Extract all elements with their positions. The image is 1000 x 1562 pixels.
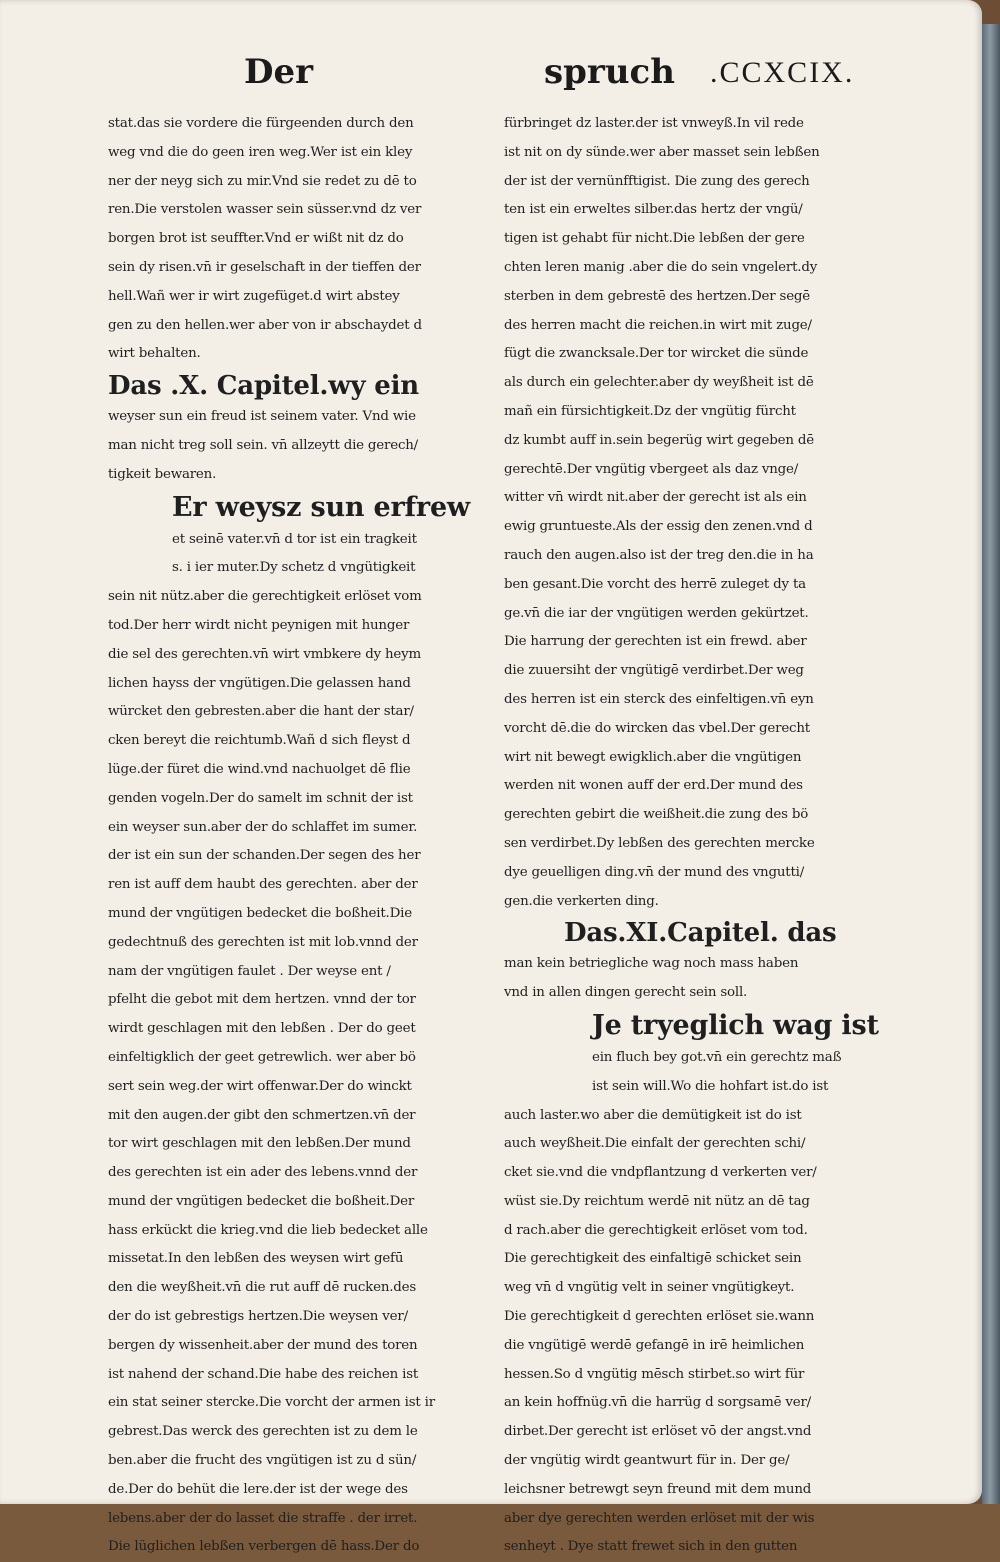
text-line: sert sein weg.der wirt offenwar.Der do winckt: [108, 1073, 458, 1102]
text-line: fürbringet dz laster.der ist vnweyß.In vil rede: [504, 110, 854, 139]
text-line: auch laster.wo aber die demütigkeit ist do ist: [504, 1102, 854, 1131]
text-line: ein stat seiner stercke.Die vorcht der armen ist ir: [108, 1389, 458, 1418]
text-line: ten ist ein erweltes silber.das hertz der vngü/: [504, 196, 854, 225]
text-line: aber dye gerechten werden erlöset mit der wis: [504, 1505, 854, 1534]
text-line: Die harrung der gerechten ist ein frewd. aber: [504, 628, 854, 657]
text-line: man nicht treg soll sein. vn̄ allzeytt die gerech/: [108, 432, 458, 461]
text-line: tigen ist gehabt für nicht.Die lebßen der gere: [504, 225, 854, 254]
text-line: ge.vn̄ die iar der vngütigen werden gekürtzet.: [504, 600, 854, 629]
text-line: des gerechten ist ein ader des lebens.vnnd der: [108, 1159, 458, 1188]
text-line: des herren ist ein sterck des einfeltigen.vn̄ eyn: [504, 686, 854, 715]
text-line: mund der vngütigen bedecket die boßheit.Der: [108, 1188, 458, 1217]
text-line: sen verdirbet.Dy lebßen des gerechten mercke: [504, 830, 854, 859]
running-head-left: Der: [244, 52, 313, 92]
text-line: des herren macht die reichen.in wirt mit zuge/: [504, 312, 854, 341]
text-line: borgen brot ist seuffter.Vnd er wißt nit dz do: [108, 225, 458, 254]
text-line: Die gerechtigkeit des einfaltigē schicket sein: [504, 1245, 854, 1274]
text-line: hass erkückt die krieg.vnd die lieb bedecket alle: [108, 1217, 458, 1246]
text-line: sterben in dem gebrestē des hertzen.Der segē: [504, 283, 854, 312]
chapter-xi-body: [504, 1102, 854, 1562]
folio-number: .CCXCIX.: [710, 56, 854, 90]
text-line: an kein hoffnüg.vn̄ die harrüg d sorgsamē ver/: [504, 1389, 854, 1418]
text-line: fügt die zwancksale.Der tor wircket die sünde: [504, 340, 854, 369]
text-line: dz kumbt auff in.sein begerüg wirt gegeben dē: [504, 427, 854, 456]
text-line: der ist ein sun der schanden.Der segen des her: [108, 842, 458, 871]
text-line: wirt behalten.: [108, 340, 458, 369]
left-opening-lines: [108, 110, 458, 369]
text-line: s. i ier muter.Dy schetz d vngütigkeit: [172, 554, 458, 583]
text-line: den die weyßheit.vn̄ die rut auff dē rucken.des: [108, 1274, 458, 1303]
text-line: weg vn̄ d vngütig velt in seiner vngütigkeyt.: [504, 1274, 854, 1303]
text-line: wirdt geschlagen mit den lebßen . Der do geet: [108, 1015, 458, 1044]
text-line: d rach.aber die gerechtigkeit erlöset vom tod.: [504, 1217, 854, 1246]
text-line: ren ist auff dem haubt des gerechten. aber der: [108, 871, 458, 900]
text-line: ben gesant.Die vorcht des herrē zuleget dy ta: [504, 571, 854, 600]
text-line: weyser sun ein freud ist seinem vater. Vnd wie: [108, 403, 458, 432]
text-line: de.Der do behüt die lere.der ist der wege des: [108, 1476, 458, 1505]
text-line: dirbet.Der gerecht ist erlöset vō der angst.vnd: [504, 1418, 854, 1447]
text-line: ewig gruntueste.Als der essig den zenen.vnd d: [504, 513, 854, 542]
text-line: lüge.der füret die wind.vnd nachuolget dē flie: [108, 756, 458, 785]
right-opening-lines: [504, 110, 854, 916]
text-line: mund der vngütigen bedecket die boßheit.Die: [108, 900, 458, 929]
text-column-right: [504, 110, 854, 1562]
text-line: lebens.aber der do lasset die straffe . der irret.: [108, 1505, 458, 1534]
text-line: einfeltigklich der geet getrewlich. wer aber bö: [108, 1044, 458, 1073]
text-line: hell.Wañ wer ir wirt zugefüget.d wirt abstey: [108, 283, 458, 312]
text-line: Die gerechtigkeit d gerechten erlöset sie.wann: [504, 1303, 854, 1332]
text-line: ist sein will.Wo die hohfart ist.do ist: [592, 1073, 854, 1102]
text-line: vorcht dē.die do wircken das vbel.Der gerecht: [504, 715, 854, 744]
text-line: gen.die verkerten ding.: [504, 888, 854, 917]
text-line: die vngütigē werdē gefangē in irē heimlichen: [504, 1332, 854, 1361]
chapter-x-summary: [108, 403, 458, 489]
text-line: gedechtnuß des gerechten ist mit lob.vnnd der: [108, 929, 458, 958]
text-line: würcket den gebresten.aber die hant der star/: [108, 698, 458, 727]
running-head-middle: spruch: [544, 52, 675, 92]
text-column-left: [108, 110, 458, 1562]
text-line: der ist der vernünfftigist. Die zung des gerech: [504, 168, 854, 197]
text-line: witter vn̄ wirdt nit.aber der gerecht ist als ein: [504, 484, 854, 513]
text-line: ben.aber die frucht des vngütigen ist zu d sün/: [108, 1447, 458, 1476]
text-line: bergen dy wissenheit.aber der mund des toren: [108, 1332, 458, 1361]
text-line: cket sie.vnd die vndpflantzung d verkerten ver/: [504, 1159, 854, 1188]
text-line: sein dy risen.vn̄ ir geselschaft in der tieffen der: [108, 254, 458, 283]
text-line: et seinē vater.vn̄ d tor ist ein tragkeit: [172, 526, 458, 555]
text-line: man kein betriegliche wag noch mass haben: [504, 950, 854, 979]
text-line: mit den augen.der gibt den schmertzen.vn̄ der: [108, 1102, 458, 1131]
text-line: leichsner betrewgt seyn freund mit dem mund: [504, 1476, 854, 1505]
chapter-xi-incipit: Je tryeglich wag ist: [504, 1008, 854, 1044]
text-line: gerechtē.Der vngütig vbergeet als daz vnge/: [504, 456, 854, 485]
text-line: sein nit nütz.aber die gerechtigkeit erlöset vom: [108, 583, 458, 612]
text-line: die sel des gerechten.vn̄ wirt vmbkere dy heym: [108, 641, 458, 670]
text-line: gerechten gebirt die weißheit.die zung des bö: [504, 801, 854, 830]
text-line: vnd in allen dingen gerecht sein soll.: [504, 979, 854, 1008]
text-line: werden nit wonen auff der erd.Der mund des: [504, 772, 854, 801]
text-line: senheyt . Dye statt frewet sich in den gutten: [504, 1533, 854, 1562]
text-line: chten leren manig .aber die do sein vngelert.dy: [504, 254, 854, 283]
text-line: der vngütig wirdt geantwurt für in. Der ge/: [504, 1447, 854, 1476]
chapter-x-incipit-lines: [108, 526, 458, 584]
text-line: dye geuelligen ding.vn̄ der mund des vngutti/: [504, 859, 854, 888]
text-line: gebrest.Das werck des gerechten ist zu dem le: [108, 1418, 458, 1447]
text-line: wirt nit bewegt ewigklich.aber die vngütigen: [504, 744, 854, 773]
chapter-xi-summary: [504, 950, 854, 1008]
text-line: stat.das sie vordere die fürgeenden durch den: [108, 110, 458, 139]
text-line: wüst sie.Dy reichtum werdē nit nütz an dē tag: [504, 1188, 854, 1217]
chapter-heading-x: Das .X. Capitel.wy ein: [108, 369, 458, 403]
text-line: tor wirt geschlagen mit den lebßen.Der mund: [108, 1130, 458, 1159]
chapter-x-body: [108, 583, 458, 1562]
text-line: Die lüglichen lebßen verbergen dē hass.Der do: [108, 1533, 458, 1562]
chapter-xi-incipit-lines: [504, 1044, 854, 1102]
text-line: der do ist gebrestigs hertzen.Die weysen ver/: [108, 1303, 458, 1332]
chapter-x-incipit: Er weysz sun erfrew: [108, 490, 458, 526]
text-line: ren.Die verstolen wasser sein süsser.vnd dz ver: [108, 196, 458, 225]
text-line: rauch den augen.also ist der treg den.die in ha: [504, 542, 854, 571]
text-line: ist nit on dy sünde.wer aber masset sein lebßen: [504, 139, 854, 168]
text-line: hessen.So d vngütig mēsch stirbet.so wirt für: [504, 1361, 854, 1390]
text-line: die zuuersiht der vngütigē verdirbet.Der weg: [504, 657, 854, 686]
text-line: weg vnd die do geen iren weg.Wer ist ein kley: [108, 139, 458, 168]
text-line: mañ ein fürsichtigkeit.Dz der vngütig fürcht: [504, 398, 854, 427]
text-line: ist nahend der schand.Die habe des reichen ist: [108, 1361, 458, 1390]
page-edge-fore: [982, 24, 1000, 1504]
text-line: gen zu den hellen.wer aber von ir abschaydet d: [108, 312, 458, 341]
text-line: tigkeit bewaren.: [108, 461, 458, 490]
text-line: auch weyßheit.Die einfalt der gerechten schi/: [504, 1130, 854, 1159]
text-line: nam der vngütigen faulet . Der weyse ent /: [108, 958, 458, 987]
chapter-heading-xi: Das.XI.Capitel. das: [504, 916, 854, 950]
text-line: ner der neyg sich zu mir.Vnd sie redet zu dē to: [108, 168, 458, 197]
text-line: als durch ein gelechter.aber dy weyßheit ist dē: [504, 369, 854, 398]
text-line: tod.Der herr wirdt nicht peynigen mit hunger: [108, 612, 458, 641]
text-line: genden vogeln.Der do samelt im schnit der ist: [108, 785, 458, 814]
text-line: cken bereyt die reichtumb.Wañ d sich fleyst d: [108, 727, 458, 756]
text-line: ein weyser sun.aber der do schlaffet im sumer.: [108, 814, 458, 843]
text-line: ein fluch bey got.vn̄ ein gerechtz maß: [592, 1044, 854, 1073]
text-line: missetat.In den lebßen des weysen wirt gefū: [108, 1245, 458, 1274]
text-line: pfelht die gebot mit dem hertzen. vnnd der tor: [108, 986, 458, 1015]
text-line: lichen hayss der vngütigen.Die gelassen hand: [108, 670, 458, 699]
